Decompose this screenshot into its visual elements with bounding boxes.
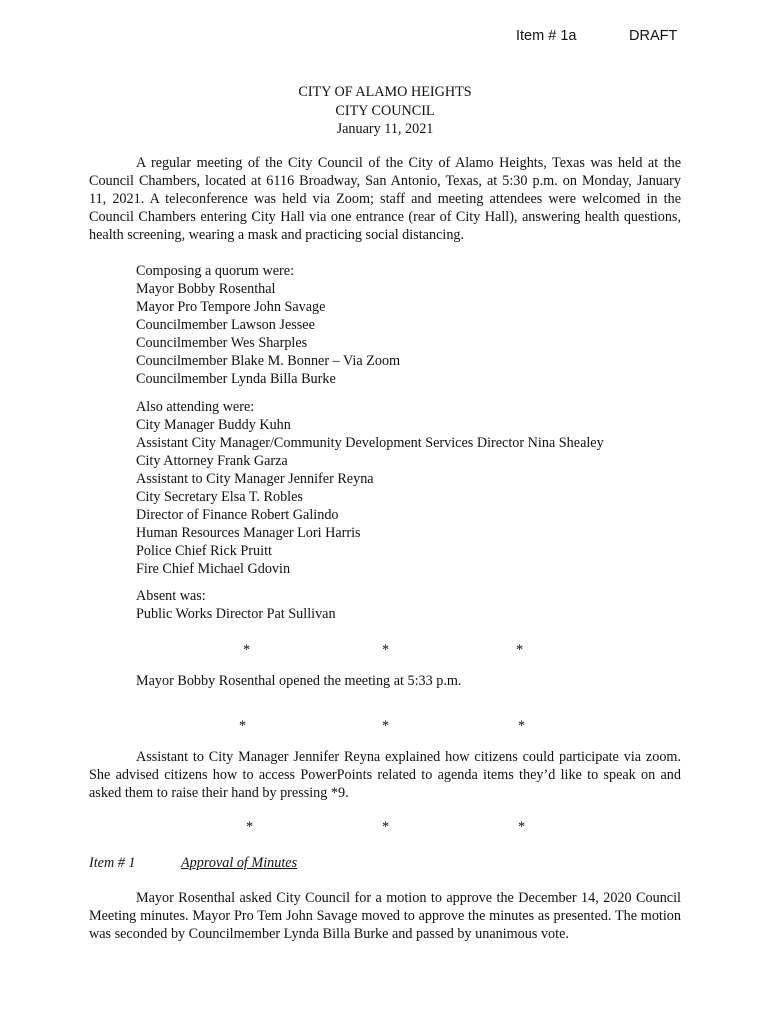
meeting-opened-statement: Mayor Bobby Rosenthal opened the meeting at 5:33 p.m. <box>136 673 462 689</box>
attending-member: City Secretary Elsa T. Robles <box>136 489 303 505</box>
title-council: CITY COUNCIL <box>335 102 435 119</box>
quorum-heading: Composing a quorum were: <box>136 263 295 279</box>
attending-member: Assistant to City Manager Jennifer Reyna <box>136 471 374 487</box>
quorum-member: Councilmember Lawson Jessee <box>136 317 315 333</box>
section-separator <box>0 641 770 659</box>
separator-star: * <box>243 642 251 658</box>
attending-member: City Attorney Frank Garza <box>136 453 288 469</box>
separator-star: * <box>382 819 390 835</box>
attending-list <box>136 398 604 578</box>
zoom-paragraph: Assistant to City Manager Jennifer Reyna explained how citizens could participate via zoom. She advised citizens how to access PowerPoints related to agenda items they’d like to speak on and asked them to raise their hand by pressing *9. <box>89 749 681 801</box>
separator-star: * <box>382 718 390 734</box>
attending-member: Director of Finance Robert Galindo <box>136 507 339 523</box>
attending-member: Fire Chief Michael Gdovin <box>136 561 291 577</box>
section-separator <box>0 717 770 735</box>
quorum-member: Councilmember Blake M. Bonner – Via Zoom <box>136 353 401 369</box>
attending-heading: Also attending were: <box>136 399 255 415</box>
absent-heading: Absent was: <box>136 588 206 604</box>
separator-star: * <box>516 642 524 658</box>
absent-member: Public Works Director Pat Sullivan <box>136 606 336 622</box>
quorum-member: Councilmember Wes Sharples <box>136 335 308 351</box>
agenda-item-number: Item # 1 <box>89 855 136 871</box>
separator-star: * <box>239 718 247 734</box>
document-title <box>0 83 770 139</box>
separator-star: * <box>382 642 390 658</box>
separator-star: * <box>518 819 526 835</box>
item1-paragraph: Mayor Rosenthal asked City Council for a motion to approve the December 14, 2020 Council Meeting minutes. Mayor Pro Tem John Savage moved to approve the minutes as presented. The motion was seconded by Councilmember Lynda Billa Burke and passed by unanimous vote. <box>89 890 681 942</box>
attending-member: Human Resources Manager Lori Harris <box>136 525 361 541</box>
agenda-item-title: Approval of Minutes <box>181 855 298 871</box>
separator-star: * <box>246 819 254 835</box>
quorum-list <box>136 262 400 388</box>
quorum-member: Mayor Bobby Rosenthal <box>136 281 276 297</box>
title-date: January 11, 2021 <box>336 121 434 137</box>
section-separator <box>0 818 770 836</box>
draft-label: DRAFT <box>629 28 678 44</box>
title-city: CITY OF ALAMO HEIGHTS <box>298 84 472 100</box>
quorum-member: Councilmember Lynda Billa Burke <box>136 371 336 387</box>
attending-member: City Manager Buddy Kuhn <box>136 417 291 433</box>
intro-paragraph: A regular meeting of the City Council of the City of Alamo Heights, Texas was held at the Council Chambers, located at 6116 Broadway, San Antonio, Texas, at 5:30 p.m. on Monday, January 11, 2021. A teleconference was held via Zoom; staff and meeting attendees were welcomed in the Council Chambers entering City Hall via one entrance (rear of City Hall), answering health questions, health screening, wearing a mask and practicing social distancing. <box>89 155 681 243</box>
attending-member: Assistant City Manager/Community Development Services Director Nina Shealey <box>136 435 604 451</box>
separator-star: * <box>518 718 526 734</box>
absent-list <box>136 587 336 623</box>
attending-member: Police Chief Rick Pruitt <box>136 543 272 559</box>
item-number-label: Item # 1a <box>516 28 577 44</box>
quorum-member: Mayor Pro Tempore John Savage <box>136 299 326 315</box>
